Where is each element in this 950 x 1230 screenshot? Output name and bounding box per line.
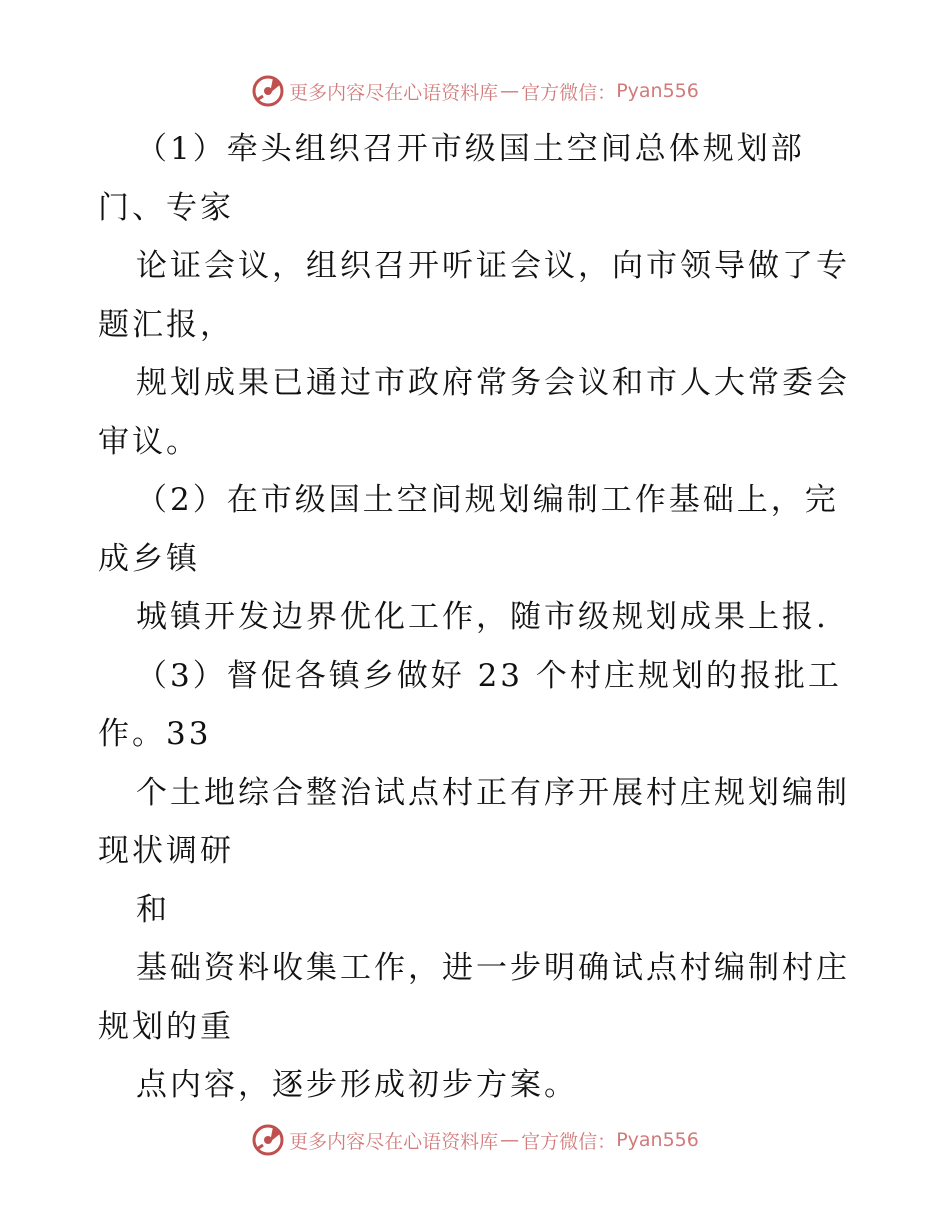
paragraph: 规划成果已通过市政府常务会议和市人大常委会审议。 <box>98 365 850 460</box>
paragraph: （2）在市级国土空间规划编制工作基础上，完成乡镇 <box>98 482 839 577</box>
paragraph: （3）督促各镇乡做好 23 个村庄规划的报批工作。33 <box>98 657 842 752</box>
paragraph: 基础资料收集工作，进一步明确试点村编制村庄规划的重 <box>98 950 850 1045</box>
paragraph: 和 <box>136 891 170 928</box>
paragraph: 论证会议，组织召开听证会议，向市领导做了专题汇报， <box>98 248 850 343</box>
paragraph: 城镇开发边界优化工作，随市级规划成果上报. <box>136 599 829 635</box>
paragraph: 点内容，逐步形成初步方案。 <box>136 1067 578 1103</box>
banner-official-label: 官方微信： <box>521 81 617 104</box>
banner-separator: — <box>500 80 520 102</box>
header-watermark-banner <box>0 71 950 111</box>
banner-wechat-id: Pyan556 <box>616 80 699 102</box>
pen-nib-circle-icon <box>251 1123 285 1157</box>
pen-nib-circle-icon <box>251 74 285 108</box>
paragraph: （1）牵头组织召开市级国土空间总体规划部门、专家 <box>98 131 805 226</box>
banner-separator: — <box>500 1129 520 1151</box>
banner-main-text: 更多内容尽在心语资料库 <box>289 81 499 104</box>
footer-watermark-banner <box>0 1120 950 1160</box>
banner-official-label: 官方微信： <box>521 1130 617 1153</box>
banner-wechat-id: Pyan556 <box>616 1129 699 1151</box>
paragraph: 个土地综合整治试点村正有序开展村庄规划编制现状调研 <box>98 774 850 869</box>
document-body <box>98 120 858 1115</box>
banner-main-text: 更多内容尽在心语资料库 <box>289 1130 499 1153</box>
